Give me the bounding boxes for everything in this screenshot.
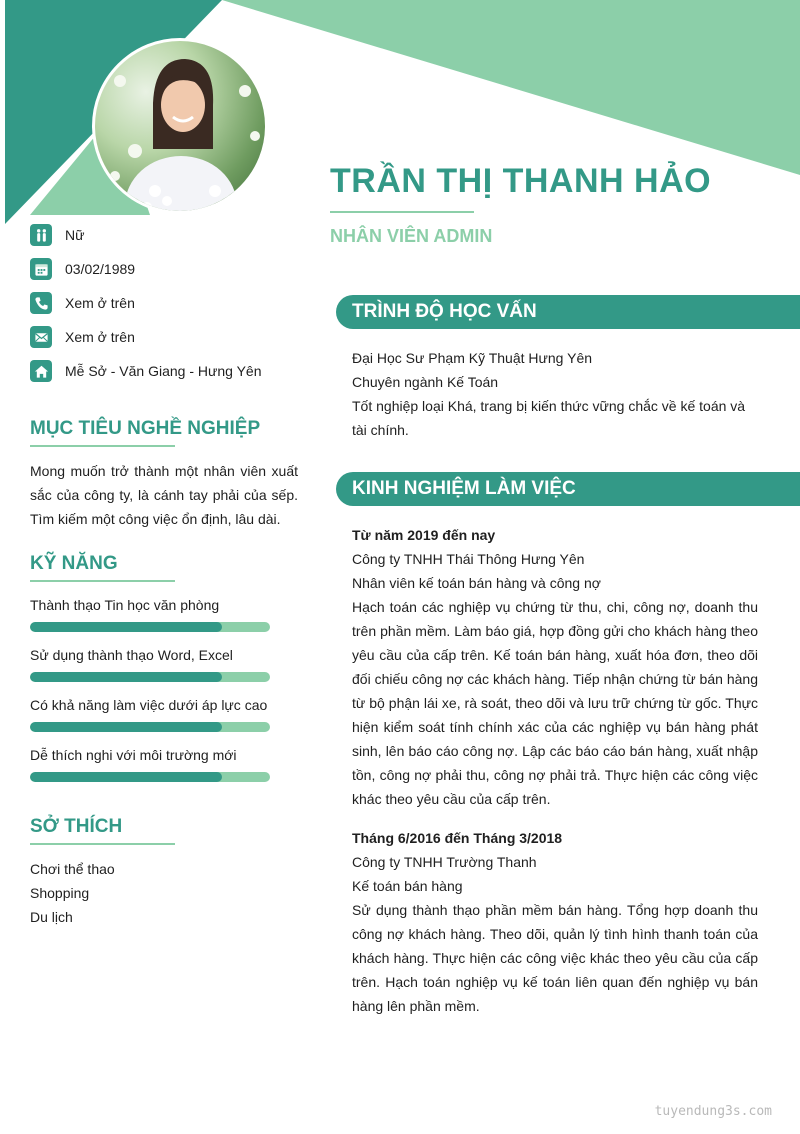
education-major: Chuyên ngành Kế Toán [352,374,499,390]
skill-bar-fill [30,722,222,732]
contact-list [30,224,300,394]
skill-label: Có khả năng làm việc dưới áp lực cao [30,697,268,713]
contact-email [30,326,300,348]
skill-bar [30,622,270,632]
skills-title: KỸ NĂNG [30,553,118,574]
contact-birthday-text: 03/02/1989 [65,261,136,277]
contact-address [30,360,300,382]
job-title: NHÂN VIÊN ADMIN [330,226,493,246]
skill-bar-fill [30,772,222,782]
job-position: Kế toán bán hàng [352,878,463,894]
contact-phone [30,292,300,314]
experience-job-1 [352,523,758,811]
education-result: Tốt nghiệp loại Khá, trang bị kiến thức vững chắc về kế toán và tài chính. [352,398,746,438]
contact-email-text: Xem ở trên [65,329,135,345]
calendar-icon [30,258,52,280]
hobby-item: Shopping [30,885,90,901]
experience-header: KINH NGHIỆM LÀM VIỆC [336,472,800,506]
contact-gender-text: Nữ [65,227,85,243]
skill-label: Dễ thích nghi với môi trường mới [30,747,237,763]
objective-title: MỤC TIÊU NGHỀ NGHIỆP [30,418,261,439]
contact-address-text: Mễ Sở - Văn Giang - Hưng Yên [65,363,262,379]
hobbies-title: SỞ THÍCH [30,816,123,837]
objective-underline [30,445,175,447]
skills-list [30,596,270,796]
profile-photo [92,38,268,214]
skill-item [30,646,270,696]
phone-icon [30,292,52,314]
skill-bar-fill [30,672,222,682]
profile-photo-illustration [95,41,268,214]
contact-gender [30,224,300,246]
home-icon [30,360,52,382]
name-underline [330,211,474,213]
contact-phone-text: Xem ở trên [65,295,135,311]
experience-job-2 [352,826,758,1018]
education-content [352,346,758,442]
education-school: Đại Học Sư Phạm Kỹ Thuật Hưng Yên [352,350,593,366]
candidate-name: TRẦN THỊ THANH HẢO [330,162,712,200]
hobby-item: Chơi thể thao [30,861,115,877]
hobbies-underline [30,843,175,845]
skill-bar-fill [30,622,222,632]
skills-underline [30,580,175,582]
gender-icon [30,224,52,246]
job-company: Công ty TNHH Trường Thanh [352,854,537,870]
job-position: Nhân viên kế toán bán hàng và công nợ [352,575,601,591]
job-period: Tháng 6/2016 đến Tháng 3/2018 [352,830,563,846]
job-period: Từ năm 2019 đến nay [352,527,496,543]
skill-bar [30,672,270,682]
header-shape-light-right [222,0,800,175]
job-description: Hạch toán các nghiệp vụ chứng từ thu, chi, công nợ, doanh thu trên phần mềm. Làm báo giá, hợp đồng gửi cho khách hàng theo yêu cầu của cấp trên. Kế toán bán hàng, xuất hóa đơn, theo dõi đối chiếu công nợ các khách hàng. Tiếp nhận chứng từ bán hàng từ bộ phận lái xe, rà soát, theo dõi và lưu trữ chứng từ gốc. Thực hiện kiểm soát tính chính xác của các nghiệp vụ bán hàng phát sinh, lên báo cáo công nợ. Lập các báo cáo bán hàng, xuất nhập tồn, công nợ phải thu, công nợ phải trả. Thực hiện các công việc khác theo yêu cầu của cấp trên. [352,599,758,807]
skill-bar [30,722,270,732]
skill-item [30,696,270,746]
hobbies-list [30,857,115,929]
job-company: Công ty TNHH Thái Thông Hưng Yên [352,551,585,567]
job-description: Sử dụng thành thạo phần mềm bán hàng. Tổng hợp doanh thu công nợ khách hàng. Theo dõi, quản lý tình hình thanh toán của khách hàng. Thực hiện các công việc khác theo yêu cầu của cấp trên. Hạch toán nghiệp vụ kế toán liên quan đến nghiệp vụ bán hàng lên phần mềm. [352,902,758,1014]
email-icon [30,326,52,348]
watermark: tuyendung3s.com [654,1104,772,1119]
skill-bar [30,772,270,782]
objective-text: Mong muốn trở thành một nhân viên xuất sắc của công ty, là cánh tay phải của sếp. Tìm kiếm một công việc ổn định, lâu dài. [30,463,298,527]
skill-label: Sử dụng thành thạo Word, Excel [30,647,233,663]
hobby-item: Du lịch [30,909,73,925]
skill-item [30,596,270,646]
contact-birthday [30,258,300,280]
skill-label: Thành thạo Tin học văn phòng [30,597,220,613]
education-header: TRÌNH ĐỘ HỌC VẤN [336,295,800,329]
skill-item [30,746,270,796]
